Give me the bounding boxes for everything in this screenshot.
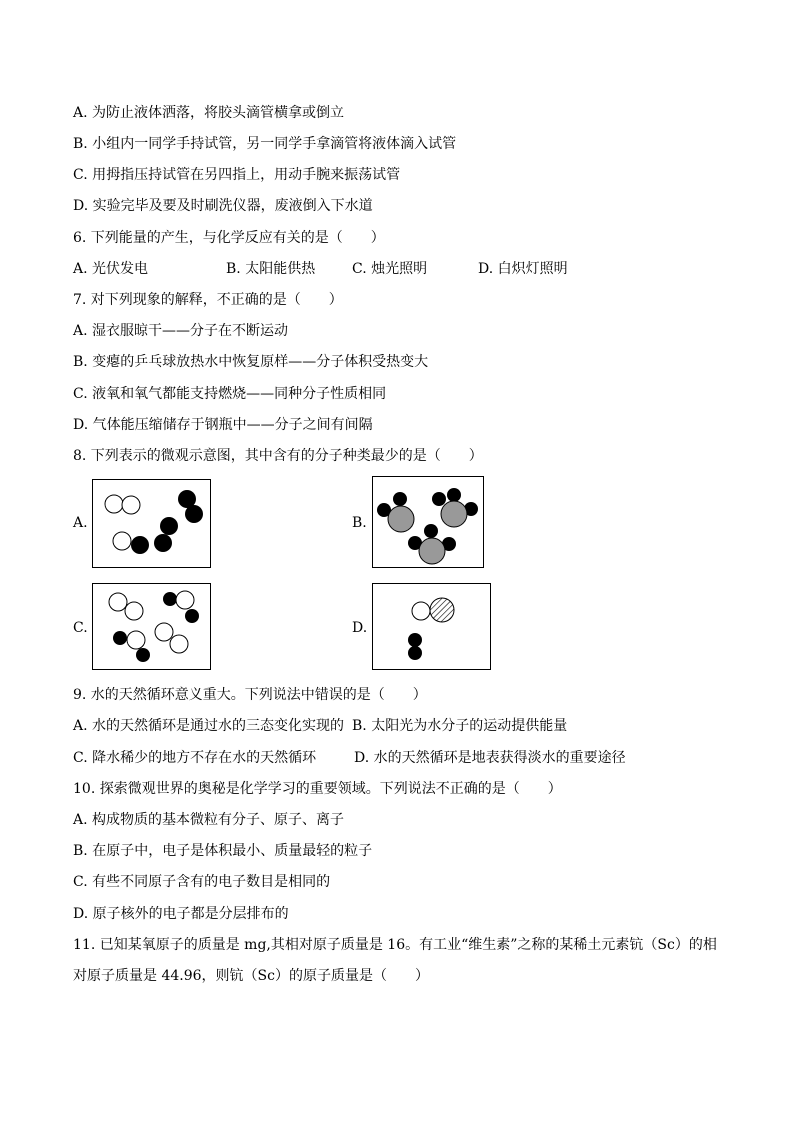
q8-stem: 8. 下列表示的微观示意图，其中含有的分子种类最少的是（ ） bbox=[73, 448, 483, 464]
q7-option-b: B. 变瘪的乒乓球放热水中恢复原样——分子体积受热变大 bbox=[73, 354, 429, 370]
q9-option-a: A. 水的天然循环是通过水的三态变化实现的 bbox=[73, 718, 345, 734]
q6-option-a: A. 光伏发电 bbox=[73, 261, 149, 277]
q11-stem-line1: 11. 已知某氧原子的质量是 mg,其相对原子质量是 16。有工业“维生素”之称的某稀土元素钪（Sc）的相 bbox=[73, 937, 717, 953]
q8-diagram-c bbox=[92, 583, 211, 670]
q8-label-a: A. bbox=[73, 515, 88, 531]
q6-option-d: D. 白炽灯照明 bbox=[478, 261, 568, 277]
q10-stem: 10. 探索微观世界的奥秘是化学学习的重要领域。下列说法不正确的是（ ） bbox=[73, 781, 562, 797]
q8-diagram-d bbox=[372, 583, 491, 670]
q9-stem: 9. 水的天然循环意义重大。下列说法中错误的是（ ） bbox=[73, 687, 427, 703]
q10-option-d: D. 原子核外的电子都是分层排布的 bbox=[73, 906, 289, 922]
q6-option-c: C. 烛光照明 bbox=[352, 261, 428, 277]
q5-option-a: A. 为防止液体洒落，将胶头滴管横拿或倒立 bbox=[73, 105, 345, 121]
q7-option-a: A. 湿衣服晾干——分子在不断运动 bbox=[73, 323, 289, 339]
q7-stem: 7. 对下列现象的解释，不正确的是（ ） bbox=[73, 292, 343, 308]
q6-option-b: B. 太阳能供热 bbox=[226, 261, 316, 277]
q5-option-b: B. 小组内一同学手持试管，另一同学手拿滴管将液体滴入试管 bbox=[73, 136, 457, 152]
q6-stem: 6. 下列能量的产生，与化学反应有关的是（ ） bbox=[73, 230, 385, 246]
q10-option-a: A. 构成物质的基本微粒有分子、原子、离子 bbox=[73, 812, 345, 828]
q11-stem-line2: 对原子质量是 44.96，则钪（Sc）的原子质量是（ ） bbox=[73, 968, 429, 984]
q9-option-b: B. 太阳光为水分子的运动提供能量 bbox=[352, 718, 568, 734]
q5-option-c: C. 用拇指压持试管在另四指上，用动手腕来振荡试管 bbox=[73, 167, 401, 183]
q10-option-b: B. 在原子中，电子是体积最小、质量最轻的粒子 bbox=[73, 843, 373, 859]
q8-label-b: B. bbox=[352, 515, 367, 531]
q8-diagram-a bbox=[92, 479, 211, 568]
q10-option-c: C. 有些不同原子含有的电子数目是相同的 bbox=[73, 874, 331, 890]
q8-label-c: C. bbox=[73, 620, 88, 636]
q8-diagram-b bbox=[372, 476, 484, 568]
q9-option-d: D. 水的天然循环是地表获得淡水的重要途径 bbox=[354, 750, 626, 766]
q7-option-d: D. 气体能压缩储存于钢瓶中——分子之间有间隔 bbox=[73, 417, 373, 433]
q8-label-d: D. bbox=[352, 620, 368, 636]
q7-option-c: C. 液氧和氧气都能支持燃烧——同种分子性质相同 bbox=[73, 386, 387, 402]
q5-option-d: D. 实验完毕及要及时刷洗仪器，废液倒入下水道 bbox=[73, 198, 373, 214]
q9-option-c: C. 降水稀少的地方不存在水的天然循环 bbox=[73, 750, 317, 766]
